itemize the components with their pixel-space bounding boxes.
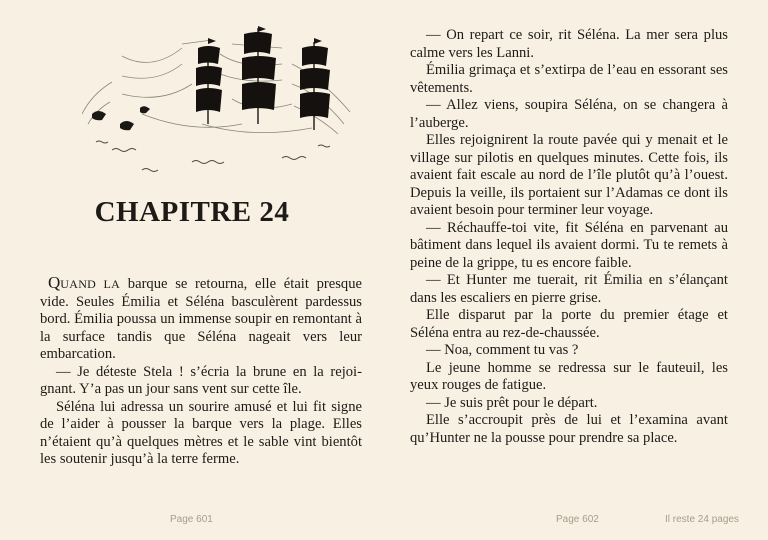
paragraph: Séléna lui adressa un sourire amusé et lui fit signe de l’aider à pousser la barque vers la plage. Elles n’étaient qu’à quelques mètres et le sable vint bientôt les soutenir jusqu’à la terre ferme. [40,398,362,467]
paragraph: — On repart ce soir, rit Séléna. La mer sera plus calme vers les Lanni. [410,27,728,61]
paragraph [40,274,362,364]
paragraph: — Allez viens, soupira Séléna, on se changera à l’auberge. [410,97,728,131]
pages-remaining: Il reste 24 pages [665,514,739,525]
paragraph: Elle s’accroupit près de lui et l’examina avant qu’Hunter ne la pousse pour prendre sa place. [410,412,728,446]
right-page-text [410,27,728,447]
drop-first-letter: Q [48,273,61,292]
right-page[interactable] [384,0,768,540]
paragraph: — Je suis prêt pour le départ. [426,394,598,411]
paragraph: Elles rejoignirent la route pavée qui y menait et le village sur pilotis en quelques minutes. Cette fois, ils avaient fait escale au nord de l’île plutôt qu’à l’ouest. Depuis la veille, ils portaient sur l’Adamas ce dont ils avaient besoin pour terminer leur voyage. [410,132,728,218]
paragraph: Elle disparut par la porte du premier étage et Séléna entra au rez-de-chaussée. [410,307,728,341]
paragraph: — Noa, comment tu vas ? [426,342,579,358]
paragraph: — Réchauffe-toi vite, fit Séléna en parvenant au bâtiment dans lequel ils avaient dormi. Tu te remets à peine de la grippe, tu es encore faible. [410,219,728,271]
paragraph: — Je déteste Stela ! s’écria la brune en la rejoignant. Y’a pas un jour sans vent sur cette île. [40,363,362,397]
page-number-left: Page 601 [170,514,213,525]
paragraph: Le jeune homme se redressa sur le fauteuil, les yeux rouges de fatigue. [410,359,728,393]
small-caps-lead: UAND LA [60,277,121,291]
paragraph: Émilia grimaça et s’extirpa de l’eau en essorant ses vêtements. [410,62,728,96]
page-number-right: Page 602 [556,514,599,525]
paragraph-text: barque se retourna, elle était presque vide. Seules Émilia et Séléna basculèrent pardessus bord. Émilia poussa un immense soupir en remontant à la surface tandis que Séléna nageait vers leur embarcation. [40,276,362,362]
left-page-text [40,274,362,469]
chapter-title: CHAPITRE 24 [94,196,290,228]
paragraph: — Et Hunter me tuerait, rit Émilia en s’élançant dans les escaliers en pierre grise. [410,272,728,306]
ships-sailing-illustration [82,24,354,176]
